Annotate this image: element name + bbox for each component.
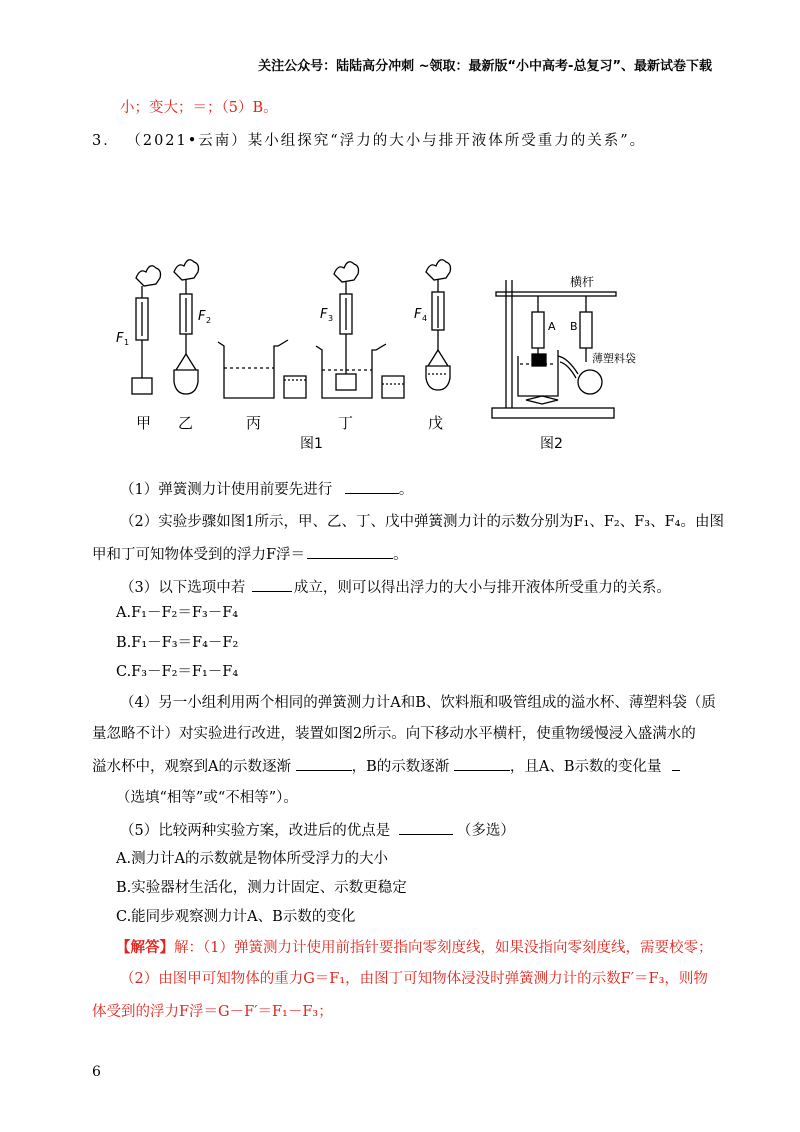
- answer-blank-4a[interactable]: [296, 756, 352, 771]
- figure-1-caption: 图1: [300, 436, 323, 452]
- question-4-line-2: 量忽略不计）对实验进行改进，装置如图2所示。向下移动水平横杆，使重物缓慢浸入盛满水的: [92, 726, 696, 742]
- label-jia: 甲: [136, 414, 152, 432]
- answer-blank-3[interactable]: [252, 577, 292, 592]
- answer-blank-4c[interactable]: [672, 756, 680, 771]
- previous-answer: 小；变大；＝；（5）B。: [120, 100, 278, 116]
- label-f2: F: [198, 309, 206, 324]
- question-3: （3）以下选项中若 成立，则可以得出浮力的大小与排开液体所受重力的关系。: [120, 577, 671, 598]
- question-title: [92, 131, 646, 151]
- question-2-line-1: （2）实验步骤如图1所示，甲、乙、丁、戊中弹簧测力计的示数分别为F₁、F₂、F₃、F₄。由图: [120, 514, 724, 530]
- option-5c: C.能同步观察测力计A、B示数的变化: [116, 909, 356, 925]
- answer-blank-2[interactable]: [307, 544, 393, 559]
- label-f1: F: [116, 331, 124, 346]
- spring-scale-jia: [132, 266, 161, 394]
- answer-blank-1[interactable]: [345, 479, 399, 494]
- spring-scale-yi: [174, 260, 199, 394]
- question-4-line-3: 溢水杯中，观察到A的示数逐渐 ，B的示数逐渐 ，且A、B示数的变化量: [92, 756, 680, 777]
- label-yi: 乙: [178, 414, 194, 432]
- label-f2-sub: 2: [206, 316, 212, 325]
- label-bing: 丙: [246, 414, 262, 432]
- label-ding: 丁: [338, 414, 354, 432]
- option-3b: B.F₁－F₃＝F₄－F₂: [116, 635, 239, 651]
- label-wu: 戊: [428, 414, 444, 432]
- question-4-line-1: （4）另一小组利用两个相同的弹簧测力计A和B、饮料瓶和吸管组成的溢水杯、薄塑料袋（质: [120, 695, 716, 711]
- answer-blank-4b[interactable]: [454, 756, 510, 771]
- spring-scale-wu: [426, 260, 451, 390]
- label-f4-sub: 4: [422, 314, 428, 323]
- label-scale-b: B: [570, 320, 578, 333]
- question-1: （1）弹簧测力计使用前要先进行 。: [120, 479, 413, 500]
- question-2-line-2: 甲和丁可知物体受到的浮力F浮＝ 。: [92, 544, 408, 565]
- answer-line-3: 体受到的浮力F浮＝G－F′＝F₁－F₃；: [92, 1004, 333, 1020]
- page-number: 6: [92, 1064, 101, 1080]
- label-f3-sub: 3: [328, 314, 334, 323]
- overflow-cup-bing: [218, 340, 306, 398]
- answer-line-1: 【解答】解：（1）弹簧测力计使用前指针要指向零刻度线，如果没指向零刻度线，需要校零；: [116, 939, 713, 956]
- improved-apparatus: [492, 280, 616, 418]
- spring-scale-ding: [316, 262, 404, 398]
- figure-2-caption: 图2: [540, 436, 563, 452]
- answer-blank-5[interactable]: [399, 820, 453, 835]
- label-f1-sub: 1: [124, 338, 130, 347]
- question-number: 3．: [92, 133, 120, 149]
- answer-tag: 【解答】: [116, 939, 174, 956]
- label-plastic-bag: 薄塑料袋: [592, 352, 636, 365]
- label-f4: F: [414, 307, 422, 322]
- label-scale-a: A: [548, 320, 556, 333]
- question-4-line-4: （选填“相等”或“不相等”）。: [116, 790, 298, 806]
- option-5a: A.测力计A的示数就是物体所受浮力的大小: [116, 851, 389, 867]
- question-5: （5）比较两种实验方案，改进后的优点是 （多选）: [120, 820, 515, 841]
- option-3a: A.F₁－F₂＝F₃－F₄: [116, 605, 239, 621]
- option-3c: C.F₃－F₂＝F₁－F₄: [116, 664, 239, 680]
- answer-line-2: （2）由图甲可知物体的重力G＝F₁，由图丁可知物体浸没时弹簧测力计的示数F′＝F₃，则物: [120, 971, 708, 987]
- page-header: 关注公众号：陆陆高分冲刺 ~领取：最新版“小中高考-总复习”、最新试卷下载: [258, 59, 712, 74]
- experiment-figure: [110, 250, 636, 460]
- label-f3: F: [320, 307, 328, 322]
- label-hengan: 横杆: [570, 275, 595, 289]
- question-text: （2021•云南）某小组探究“浮力的大小与排开液体所受重力的关系”。: [126, 133, 647, 149]
- option-5b: B.实验器材生活化，测力计固定、示数更稳定: [116, 880, 407, 896]
